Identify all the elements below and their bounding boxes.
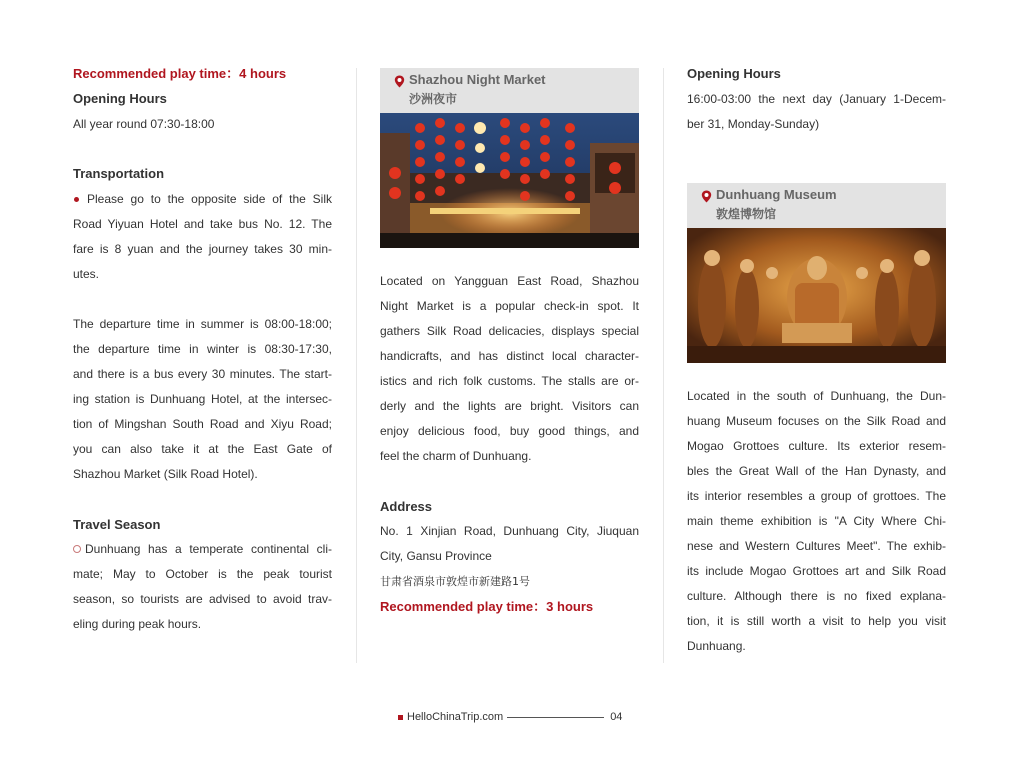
column-divider [356,68,357,663]
description-line: main theme exhibition is "A City Where Chi- [687,514,946,528]
opening-hours-text: All year round 07:30-18:00 [73,117,215,131]
opening-hours-line: ber 31, Monday-Sunday) [687,117,820,131]
description-line: derly and the lights are bright. Visitors can [380,399,639,413]
footer-rule [507,717,604,718]
season-line: eling during peak hours. [73,617,202,631]
ring-bullet-icon [73,545,81,553]
season-line: Dunhuang has a temperate continental cli- [73,537,332,562]
page-number: 04 [610,711,623,723]
departure-line: and there is a bus every 30 minutes. The start- [73,367,332,381]
column-divider [663,68,664,663]
transport-line: utes. [73,267,100,281]
address-line: No. 1 Xinjian Road, Dunhuang City, Jiuquan [380,524,639,538]
description-line: gathers Silk Road delicacies, displays special [380,324,639,338]
banner-title-cn: 敦煌博物馆 [716,207,777,221]
description-line: istics and rich folk customs. The stalls are or- [380,374,639,388]
transport-line: Road Yiyuan Hotel and take bus No. 12. The [73,217,332,231]
description-line: its include Mogao Grottoes art and Silk Road [687,564,946,578]
address-cn: 甘肃省酒泉市敦煌市新建路1号 [380,575,530,588]
bullet-dot-icon [74,197,79,202]
page-footer [398,711,622,723]
location-pin-icon [394,75,405,88]
opening-hours-heading: Opening Hours [687,66,781,81]
description-line: huang Museum focuses on the Silk Road and [687,414,946,428]
footer-square-icon [398,715,403,720]
description-line: nese and Western Cultures Meet". The exhib- [687,539,946,553]
description-line: its interior resembles a group of grottoes. The [687,489,946,503]
departure-line: the departure time in winter is 08:30-17:30, [73,342,332,356]
museum-banner [687,183,946,228]
description-line: tion, it is still worth a visit to help you visit [687,614,946,628]
description-line: Night Market is a popular check-in spot. It [380,299,639,313]
transportation-heading: Transportation [73,166,165,181]
footer-site-link[interactable]: HelloChinaTrip.com [407,711,504,723]
shazhou-banner [380,68,639,113]
banner-title-en: Dunhuang Museum [716,187,837,202]
night-market-photo [380,113,639,248]
departure-line: tion of Mingshan South Road and Xiyu Road; [73,417,332,431]
season-line: mate; May to October is the peak tourist [73,567,332,581]
address-line: City, Gansu Province [380,549,492,563]
address-heading: Address [380,499,433,514]
description-line: culture. Although there is no fixed explana- [687,589,946,603]
description-line: bles the Great Wall of the Han Dynasty, and [687,464,946,478]
description-line: Dunhuang. [687,639,746,653]
description-line: Located in the south of Dunhuang, the Dun- [687,389,946,403]
departure-line: ing station is Dunhuang Hotel, at the intersec- [73,392,332,406]
museum-grotto-photo [687,228,946,363]
description-line: handicrafts, and has distinct local character- [380,349,639,363]
opening-hours-line: 16:00-03:00 the next day (January 1-Decem- [687,92,946,106]
departure-line: The departure time in summer is 08:00-18:00; [73,317,332,331]
banner-title-cn: 沙洲夜市 [409,92,458,106]
departure-line: you can also take it at the East Gate of [73,442,332,456]
description-line: feel the charm of Dunhuang. [380,449,532,463]
recommended-play-time: Recommended play time：3 hours [380,599,594,614]
recommended-play-time: Recommended play time：4 hours [73,66,287,81]
opening-hours-heading: Opening Hours [73,91,167,106]
description-line: Mogao Grottoes culture. Its exterior resem- [687,439,946,453]
description-line: Located on Yangguan East Road, Shazhou [380,274,639,288]
description-line: enjoy delicious food, buy good things, and [380,424,639,438]
banner-title-en: Shazhou Night Market [409,72,546,87]
departure-line: Shazhou Market (Silk Road Hotel). [73,467,258,481]
travel-season-heading: Travel Season [73,517,161,532]
season-line: season, so tourists are advised to avoid trav- [73,592,332,606]
location-pin-icon [701,190,712,203]
transport-line: fare is 8 yuan and the journey takes 30 min- [73,242,332,256]
transport-line: Please go to the opposite side of the Silk [73,187,332,212]
